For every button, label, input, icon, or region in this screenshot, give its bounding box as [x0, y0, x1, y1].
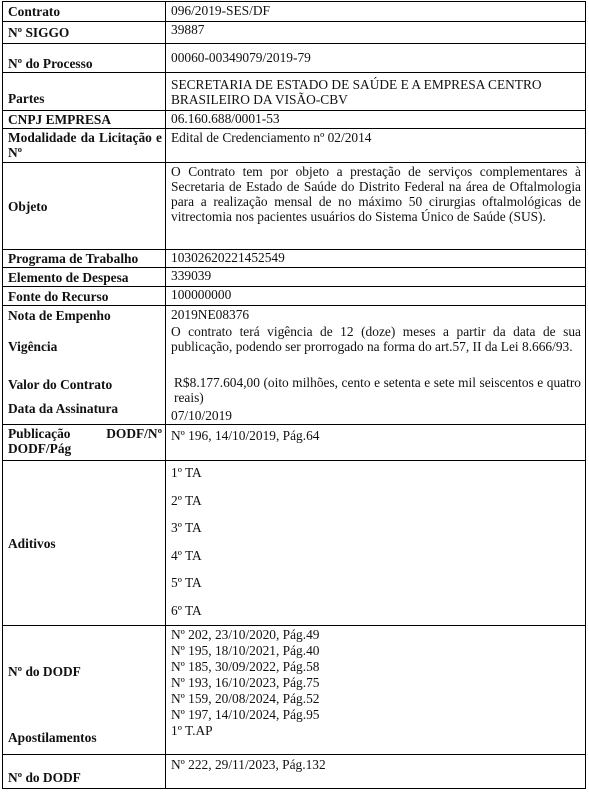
list-dodf [166, 626, 586, 754]
row-block-dodf [3, 626, 586, 755]
label-dodf: Nº do DODF [8, 664, 81, 679]
row-processo [3, 44, 586, 73]
value-fonte: 100000000 [166, 287, 586, 305]
list-item-dodf: Nº 159, 20/08/2024, Pág.52 [171, 691, 320, 706]
value-modalidade: Edital de Credenciamento nº 02/2014 [166, 129, 586, 162]
label-contrato: Contrato [3, 2, 166, 21]
row-modalidade [3, 129, 586, 163]
label-assinatura: Data da Assinatura [8, 401, 119, 416]
row-fonte [3, 287, 586, 306]
list-item-dodf: Nº 193, 16/10/2023, Pág.75 [171, 675, 320, 690]
label-block-dodf [3, 626, 166, 754]
value-dodf2: Nº 222, 29/11/2023, Pág.132 [166, 755, 586, 788]
value-vigencia: O contrato terá vigência de 12 (doze) meses a partir da data de sua publicação, podendo ser prorrogado na forma do art.57, II da Lei 8.666/93. [171, 324, 581, 354]
list-item-aditivo: 1º TA [171, 465, 202, 480]
label-apostilamentos: Apostilamentos [8, 730, 97, 745]
label-fonte: Fonte do Recurso [3, 287, 166, 305]
label-modalidade: Modalidade da Licitação e Nº [3, 129, 166, 162]
label-block [3, 306, 166, 424]
label-aditivos: Aditivos [3, 461, 166, 625]
list-aditivos [166, 461, 586, 625]
row-elemento [3, 268, 586, 287]
label-elemento: Elemento de Despesa [3, 268, 166, 286]
row-cnpj [3, 111, 586, 129]
row-objeto [3, 163, 586, 250]
label-siggo: Nº SIGGO [3, 22, 166, 43]
value-empenho: 2019NE08376 [171, 307, 250, 322]
label-objeto: Objeto [3, 163, 166, 249]
row-dodf2 [3, 755, 586, 789]
value-objeto: O Contrato tem por objeto a prestação de serviços complementares à Secretaria de Estado de Saúde do Distrito Federal na área de Oftalmologia para a realização mensal de no máximo 50 cirurgias oftalmológicas de vitrectomia nos pacientes usuários do Sistema Único de Saúde (SUS). [166, 163, 586, 249]
list-item-aditivo: 2º TA [171, 492, 202, 508]
contract-table [2, 1, 586, 789]
list-item-aditivo: 6º TA [171, 602, 202, 618]
value-programa: 10302620221452549 [166, 250, 586, 267]
value-partes: SECRETARIA DE ESTADO DE SAÚDE E A EMPRESA CENTRO BRASILEIRO DA VISÃO-CBV [166, 73, 586, 110]
row-programa [3, 250, 586, 268]
value-block [166, 306, 586, 424]
list-item-dodf: Nº 195, 18/10/2021, Pág.40 [171, 643, 320, 658]
list-item-aditivo: 4º TA [171, 547, 202, 563]
value-apostilamentos: 1º T.AP [171, 723, 213, 738]
list-item-aditivo: 5º TA [171, 575, 202, 590]
list-item-dodf: Nº 197, 14/10/2024, Pág.95 [171, 707, 320, 722]
label-vigencia: Vigência [8, 339, 58, 354]
label-empenho: Nota de Empenho [8, 308, 111, 323]
value-processo: 00060-00349079/2019-79 [166, 44, 586, 72]
row-publicacao [3, 425, 586, 461]
label-cnpj: CNPJ EMPRESA [3, 111, 166, 128]
label-publicacao: Publicação DODF/Nº DODF/Pág [3, 425, 166, 460]
row-contrato [3, 2, 586, 22]
value-siggo: 39887 [166, 22, 586, 43]
label-programa: Programa de Trabalho [3, 250, 166, 267]
row-aditivos [3, 461, 586, 626]
row-block-vigencia [3, 306, 586, 425]
list-item-dodf: Nº 202, 23/10/2020, Pág.49 [171, 627, 320, 642]
label-valor: Valor do Contrato [8, 377, 113, 392]
list-item-aditivo: 3º TA [171, 520, 202, 535]
value-publicacao: Nº 196, 14/10/2019, Pág.64 [166, 425, 586, 460]
value-valor: R$8.177.604,00 (oito milhões, cento e setenta e sete mil seiscentos e quatro reais) [174, 375, 581, 405]
value-assinatura: 07/10/2019 [171, 408, 233, 423]
value-cnpj: 06.160.688/0001-53 [166, 111, 586, 128]
row-partes [3, 73, 586, 111]
label-processo: Nº do Processo [3, 44, 166, 72]
value-contrato: 096/2019-SES/DF [166, 2, 586, 21]
list-item-dodf: Nº 185, 30/09/2022, Pág.58 [171, 659, 320, 674]
row-siggo [3, 22, 586, 44]
label-dodf2: Nº do DODF [3, 755, 166, 788]
value-elemento: 339039 [166, 268, 586, 286]
label-partes: Partes [3, 73, 166, 110]
